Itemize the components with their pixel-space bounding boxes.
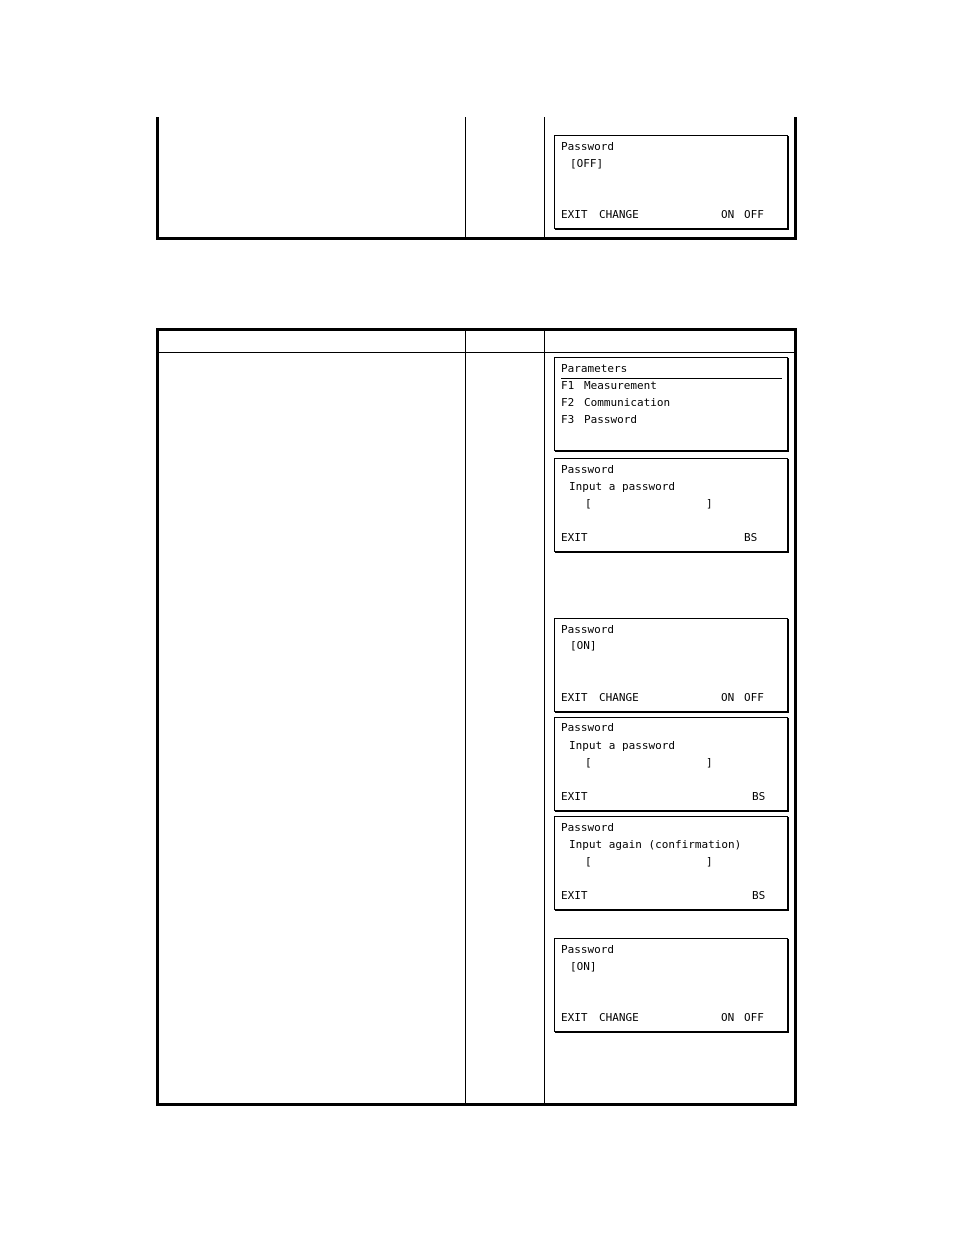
bottom-table-header-rule: [158, 352, 795, 353]
top-table-bottom-border: [156, 237, 797, 240]
menu-item-f3-key[interactable]: F3: [561, 413, 575, 426]
softkey-bs[interactable]: BS: [752, 889, 766, 902]
softkey-exit[interactable]: EXIT: [561, 208, 588, 221]
lcd-screen-input-password-2: [554, 717, 788, 811]
password-field-close-bracket[interactable]: ]: [706, 855, 713, 868]
softkey-off[interactable]: OFF: [744, 208, 764, 221]
screen-title: Password: [561, 623, 614, 636]
menu-item-f2-key[interactable]: F2: [561, 396, 575, 409]
screen-title: Password: [561, 140, 614, 153]
screen-title: Password: [561, 463, 614, 476]
softkey-off[interactable]: OFF: [744, 1011, 764, 1024]
bottom-table-bottom-border: [156, 1103, 797, 1106]
bottom-table-right-border: [794, 328, 797, 1106]
menu-item-f1-key[interactable]: F1: [561, 379, 575, 392]
password-field-close-bracket[interactable]: ]: [706, 756, 713, 769]
menu-item-f1-label[interactable]: Measurement: [584, 379, 657, 392]
softkey-exit[interactable]: EXIT: [561, 691, 588, 704]
input-prompt: Input again (confirmation): [569, 838, 742, 851]
softkey-exit[interactable]: EXIT: [561, 889, 588, 902]
top-table-divider-2: [544, 117, 545, 238]
bottom-table-divider-2: [544, 330, 545, 1104]
bottom-table-top-border: [156, 328, 797, 331]
password-field-open-bracket[interactable]: [: [585, 497, 592, 510]
bottom-table-left-border: [156, 328, 159, 1106]
top-table-left-border: [156, 117, 159, 240]
password-field-open-bracket[interactable]: [: [585, 756, 592, 769]
bottom-table-divider-1: [465, 330, 466, 1104]
softkey-exit[interactable]: EXIT: [561, 1011, 588, 1024]
softkey-change[interactable]: CHANGE: [599, 208, 639, 221]
menu-item-f3-label[interactable]: Password: [584, 413, 637, 426]
lcd-screen-parameters-menu: [554, 357, 788, 451]
input-prompt: Input a password: [569, 480, 675, 493]
screen-title: Parameters: [561, 362, 628, 375]
input-prompt: Input a password: [569, 739, 675, 752]
top-table-divider-1: [465, 117, 466, 238]
softkey-bs[interactable]: BS: [752, 790, 766, 803]
password-field-open-bracket[interactable]: [: [585, 855, 592, 868]
softkey-on[interactable]: ON: [721, 208, 735, 221]
password-status: [OFF]: [570, 157, 604, 170]
softkey-change[interactable]: CHANGE: [599, 1011, 639, 1024]
lcd-screen-password-off: [554, 135, 788, 229]
lcd-screen-confirm-password: [554, 816, 788, 910]
screen-title: Password: [561, 943, 614, 956]
softkey-bs[interactable]: BS: [744, 531, 758, 544]
lcd-screen-password-on-2: [554, 938, 788, 1032]
password-status: [ON]: [570, 639, 597, 652]
screen-title: Password: [561, 721, 614, 734]
lcd-screen-input-password-1: [554, 458, 788, 552]
menu-item-f2-label[interactable]: Communication: [584, 396, 671, 409]
softkey-on[interactable]: ON: [721, 1011, 735, 1024]
lcd-screen-password-on-1: [554, 618, 788, 712]
password-status: [ON]: [570, 960, 597, 973]
password-field-close-bracket[interactable]: ]: [706, 497, 713, 510]
top-table-right-border: [794, 117, 797, 240]
screen-title: Password: [561, 821, 614, 834]
softkey-on[interactable]: ON: [721, 691, 735, 704]
softkey-change[interactable]: CHANGE: [599, 691, 639, 704]
softkey-off[interactable]: OFF: [744, 691, 764, 704]
softkey-exit[interactable]: EXIT: [561, 790, 588, 803]
softkey-exit[interactable]: EXIT: [561, 531, 588, 544]
